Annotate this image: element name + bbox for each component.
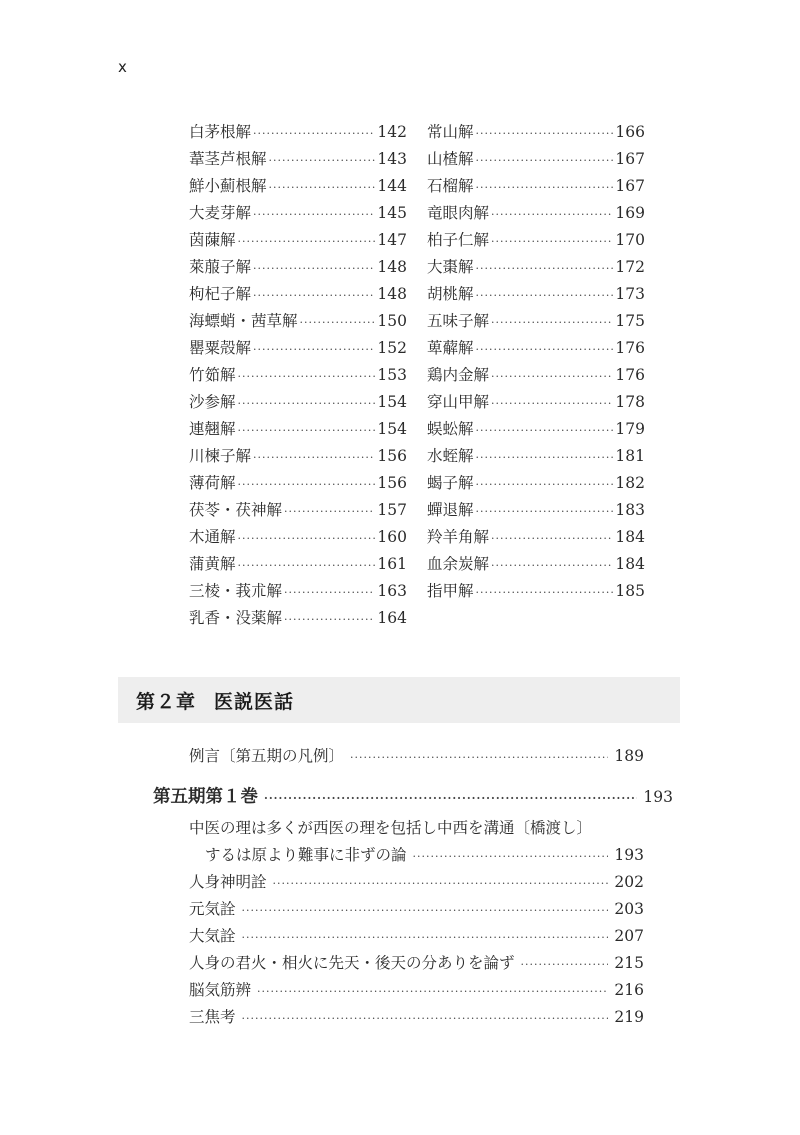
toc-entry[interactable]: [427, 281, 645, 308]
entry-title: 白茅根解: [189, 123, 252, 141]
toc-entry[interactable]: [189, 146, 407, 173]
dot-leader: [476, 147, 614, 174]
entry-title: 羚羊角解: [427, 528, 490, 546]
toc-entry[interactable]: [189, 896, 644, 923]
toc-entry[interactable]: [189, 281, 407, 308]
toc-entry[interactable]: [427, 416, 645, 443]
entry-title: 蟬退解: [427, 501, 474, 519]
toc-entry[interactable]: [427, 362, 645, 389]
dot-leader: [238, 228, 376, 255]
toc-entry[interactable]: [189, 173, 407, 200]
entry-title: 三棱・莪朮解: [189, 582, 283, 600]
dot-leader: [476, 579, 614, 606]
dot-leader: [491, 390, 613, 417]
chapter-header: [118, 677, 680, 723]
entry-page: 207: [614, 927, 644, 945]
entry-title: 元気詮: [189, 900, 236, 918]
toc-entry[interactable]: [189, 1004, 644, 1031]
toc-entry-preface[interactable]: [189, 743, 644, 770]
toc-entry[interactable]: [427, 227, 645, 254]
dot-leader: [491, 228, 613, 255]
dot-leader: [300, 309, 376, 336]
dot-leader: [253, 336, 375, 363]
entry-title: 川楝子解: [189, 447, 252, 465]
entry-title: 大棗解: [427, 258, 474, 276]
toc-entry[interactable]: [427, 335, 645, 362]
entry-title-line1: 中医の理は多くが西医の理を包括し中西を溝通〔橋渡し〕: [189, 819, 593, 837]
entry-title: 茵蔯解: [189, 231, 236, 249]
dot-leader: [238, 552, 376, 579]
toc-entry[interactable]: [189, 497, 407, 524]
dot-leader: [238, 417, 376, 444]
dot-leader: [476, 444, 614, 471]
entry-title: 三焦考: [189, 1008, 236, 1026]
toc-entry[interactable]: [427, 389, 645, 416]
entry-page: 216: [614, 981, 644, 999]
entry-page: 182: [615, 474, 645, 492]
dot-leader: [284, 606, 375, 633]
toc-entry[interactable]: [189, 977, 644, 1004]
chapter-title: [136, 687, 294, 714]
entry-page: 156: [377, 447, 407, 465]
dot-leader: [242, 1005, 609, 1032]
entry-title: 例言〔第五期の凡例〕: [189, 747, 345, 765]
toc-right-column: [427, 119, 645, 605]
entry-title: 石榴解: [427, 177, 474, 195]
toc-entry[interactable]: [189, 923, 644, 950]
toc-entry[interactable]: [427, 173, 645, 200]
entry-title: 枸杞子解: [189, 285, 252, 303]
entry-page: 203: [614, 900, 644, 918]
entry-title: 常山解: [427, 123, 474, 141]
toc-entry[interactable]: [427, 443, 645, 470]
entry-page: 144: [377, 177, 407, 195]
entry-title: 乳香・没薬解: [189, 609, 283, 627]
toc-entry-volume[interactable]: [153, 784, 673, 811]
dot-leader: [491, 201, 613, 228]
dot-leader: [253, 444, 375, 471]
dot-leader: [521, 951, 609, 978]
entry-page: 169: [615, 204, 645, 222]
entry-title: 海螵蛸・茜草解: [189, 312, 298, 330]
entry-page: 143: [377, 150, 407, 168]
page-number: x: [118, 58, 127, 76]
dot-leader: [491, 363, 613, 390]
dot-leader: [476, 471, 614, 498]
entry-page: 147: [377, 231, 407, 249]
dot-leader: [238, 471, 376, 498]
entry-page: 179: [615, 420, 645, 438]
toc-entry[interactable]: [189, 416, 407, 443]
entry-page: 154: [377, 420, 407, 438]
dot-leader: [284, 579, 375, 606]
dot-leader: [269, 147, 376, 174]
toc-entry[interactable]: [189, 869, 644, 896]
toc-left-column: [189, 119, 407, 632]
dot-leader: [491, 525, 613, 552]
toc-entry[interactable]: [427, 308, 645, 335]
dot-leader: [253, 255, 375, 282]
entry-title: 人身の君火・相火に先天・後天の分ありを論ず: [189, 954, 515, 972]
dot-leader: [413, 843, 609, 870]
entry-title: 大麦芽解: [189, 204, 252, 222]
entry-page: 184: [615, 555, 645, 573]
entry-title: 鶏内金解: [427, 366, 490, 384]
entry-title: 水蛭解: [427, 447, 474, 465]
toc-entry[interactable]: [427, 254, 645, 281]
toc-entry[interactable]: [427, 470, 645, 497]
dot-leader: [476, 255, 614, 282]
toc-entry[interactable]: [189, 200, 407, 227]
dot-leader: [491, 309, 613, 336]
dot-leader: [491, 552, 613, 579]
entry-page: 219: [614, 1008, 644, 1026]
dot-leader: [238, 390, 376, 417]
entry-title: 罌粟殻解: [189, 339, 252, 357]
toc-entry[interactable]: [189, 227, 407, 254]
dot-leader: [257, 978, 608, 1005]
entry-page: 154: [377, 393, 407, 411]
volume-title: 第五期第１巻: [153, 787, 258, 807]
entry-page: 189: [614, 747, 644, 765]
entry-title: 大気詮: [189, 927, 236, 945]
dot-leader: [242, 897, 609, 924]
dot-leader: [253, 201, 375, 228]
entry-page: 164: [377, 609, 407, 627]
entry-page: 148: [377, 285, 407, 303]
toc-entry[interactable]: [427, 146, 645, 173]
entry-title: 蝎子解: [427, 474, 474, 492]
entry-page: 142: [377, 123, 407, 141]
entry-page: 173: [615, 285, 645, 303]
entry-page: 202: [614, 873, 644, 891]
dot-leader: [350, 744, 608, 771]
toc-entry[interactable]: [189, 605, 407, 632]
toc-entry[interactable]: [189, 362, 407, 389]
dot-leader: [476, 282, 614, 309]
entry-page: 157: [377, 501, 407, 519]
dot-leader: [253, 282, 375, 309]
dot-leader: [238, 363, 376, 390]
entry-title: 血余炭解: [427, 555, 490, 573]
toc-entry[interactable]: [427, 524, 645, 551]
toc-entry-line2[interactable]: [205, 842, 644, 869]
entry-page: 170: [615, 231, 645, 249]
entry-title: 胡桃解: [427, 285, 474, 303]
entry-page: 163: [377, 582, 407, 600]
entry-title: 沙参解: [189, 393, 236, 411]
dot-leader: [273, 870, 609, 897]
entry-title: 蒲黄解: [189, 555, 236, 573]
entry-page: 184: [615, 528, 645, 546]
toc-entry-line1[interactable]: [189, 815, 649, 842]
toc-entry[interactable]: [427, 551, 645, 578]
toc-entry[interactable]: [189, 950, 644, 977]
entry-page: 161: [377, 555, 407, 573]
dot-leader: [242, 924, 609, 951]
dot-leader: [476, 498, 614, 525]
dot-leader: [476, 336, 614, 363]
entry-title: 葦茎芦根解: [189, 150, 267, 168]
entry-page: 181: [615, 447, 645, 465]
toc-entry[interactable]: [427, 119, 645, 146]
entry-page: 167: [615, 150, 645, 168]
entry-page: 150: [377, 312, 407, 330]
dot-leader: [253, 120, 375, 147]
entry-title: 木通解: [189, 528, 236, 546]
entry-page: 176: [615, 366, 645, 384]
entry-title: 竜眼肉解: [427, 204, 490, 222]
dot-leader: [238, 525, 376, 552]
entry-title: 柏子仁解: [427, 231, 490, 249]
entry-title: 蜈蚣解: [427, 420, 474, 438]
toc-entry[interactable]: [189, 389, 407, 416]
toc-entry[interactable]: [427, 497, 645, 524]
entry-page: 215: [614, 954, 644, 972]
toc-entry[interactable]: [427, 200, 645, 227]
entry-page: 167: [615, 177, 645, 195]
chapter-label: 第２章: [136, 690, 197, 713]
entry-title-line2: するは原より難事に非ずの論: [205, 846, 407, 864]
entry-page: 153: [377, 366, 407, 384]
toc-entry[interactable]: [189, 254, 407, 281]
entry-title: 竹筎解: [189, 366, 236, 384]
entry-title: 鮮小薊根解: [189, 177, 267, 195]
toc-entry[interactable]: [189, 524, 407, 551]
toc-entry[interactable]: [189, 119, 407, 146]
entry-page: 172: [615, 258, 645, 276]
dot-leader: [476, 174, 614, 201]
entry-title: 連翹解: [189, 420, 236, 438]
entry-title: 人身神明詮: [189, 873, 267, 891]
entry-page: 145: [377, 204, 407, 222]
entry-title: 薄荷解: [189, 474, 236, 492]
toc-entry[interactable]: [189, 470, 407, 497]
entry-page: 178: [615, 393, 645, 411]
entry-page: 185: [615, 582, 645, 600]
dot-leader: [269, 174, 376, 201]
volume-page: 193: [643, 788, 673, 806]
entry-page: 166: [615, 123, 645, 141]
dot-leader: [264, 785, 637, 812]
entry-page: 148: [377, 258, 407, 276]
entry-title: 指甲解: [427, 582, 474, 600]
entry-page: 156: [377, 474, 407, 492]
entry-title: 山楂解: [427, 150, 474, 168]
entry-title: 脳気筋辨: [189, 981, 252, 999]
dot-leader: [476, 417, 614, 444]
toc-entry[interactable]: [189, 551, 407, 578]
entry-title: 穿山甲解: [427, 393, 490, 411]
entry-page: 193: [614, 846, 644, 864]
toc-entry[interactable]: [189, 443, 407, 470]
toc-entry[interactable]: [427, 578, 645, 605]
dot-leader: [476, 120, 614, 147]
toc-entry[interactable]: [189, 308, 407, 335]
entry-title: 萊菔子解: [189, 258, 252, 276]
toc-entry[interactable]: [189, 335, 407, 362]
entry-title: 萆薢解: [427, 339, 474, 357]
toc-entry[interactable]: [189, 578, 407, 605]
entry-page: 176: [615, 339, 645, 357]
entry-page: 175: [615, 312, 645, 330]
entry-title: 五味子解: [427, 312, 490, 330]
dot-leader: [284, 498, 375, 525]
chapter-name: 医説医話: [214, 690, 295, 713]
entry-title: 茯苓・茯神解: [189, 501, 283, 519]
entry-page: 152: [377, 339, 407, 357]
entry-page: 160: [377, 528, 407, 546]
entry-page: 183: [615, 501, 645, 519]
